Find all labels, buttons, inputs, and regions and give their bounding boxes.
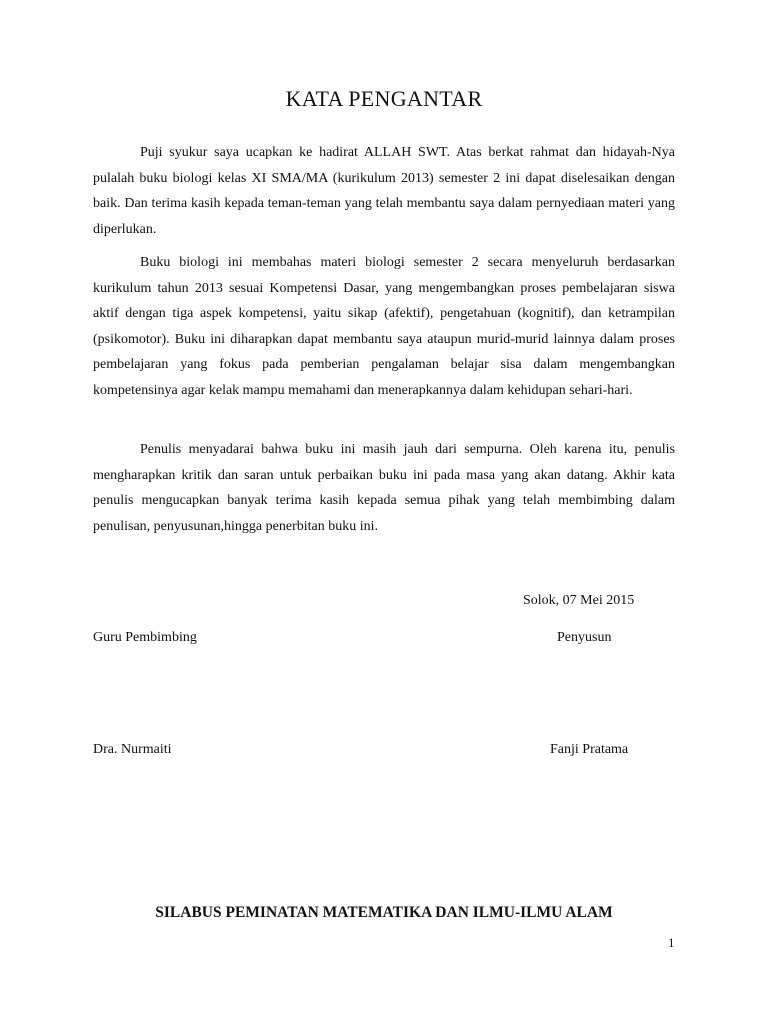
page-number: 1 [668, 935, 675, 950]
page-title: KATA PENGANTAR [285, 86, 483, 111]
paragraph-1: Puji syukur saya ucapkan ke hadirat ALLAH SWT. Atas berkat rahmat dan hidayah-Nya pulalah buku biologi kelas XI SMA/MA (kurikulum 2013) semester 2 ini dapat diselesaikan dengan baik. Dan terima kasih kepada teman-teman yang telah membantu saya dalam pernyediaan materi yang diperlukan. [93, 145, 675, 237]
signatory-name-right: Fanji Pratama [550, 742, 629, 757]
signatory-name-left: Dra. Nurmaiti [93, 742, 172, 757]
signatory-role-left: Guru Pembimbing [93, 630, 197, 645]
section-title: SILABUS PEMINATAN MATEMATIKA DAN ILMU-ILMU ALAM [155, 904, 613, 921]
signatory-role-right: Penyusun [557, 630, 612, 645]
paragraph-3: Penulis menyadarai bahwa buku ini masih jauh dari sempurna. Oleh karena itu, penulis mengharapkan kritik dan saran untuk perbaikan buku ini pada masa yang akan datang. Akhir kata penulis mengucapkan banyak terima kasih kepada semua pihak yang telah membimbing dalam penulisan, penyusunan,hingga penerbitan buku ini. [93, 442, 675, 534]
paragraph-2: Buku biologi ini membahas materi biologi semester 2 secara menyeluruh berdasarkan kurikulum tahun 2013 sesuai Kompetensi Dasar, yang mengembangkan proses pembelajaran siswa aktif dengan tiga aspek kompetensi, yaitu sikap (afektif), pengetahuan (kognitif), dan ketrampilan (psikomotor). Buku ini diharapkan dapat membantu saya ataupun murid-murid lainnya dalam proses pembelajaran yang fokus pada pemberian pengalaman belajar sisa dalam mengembangkan kompetensinya agar kelak mampu memahami dan menerapkannya dalam kehidupan sehari-hari. [93, 255, 675, 398]
place-date: Solok, 07 Mei 2015 [523, 593, 635, 608]
